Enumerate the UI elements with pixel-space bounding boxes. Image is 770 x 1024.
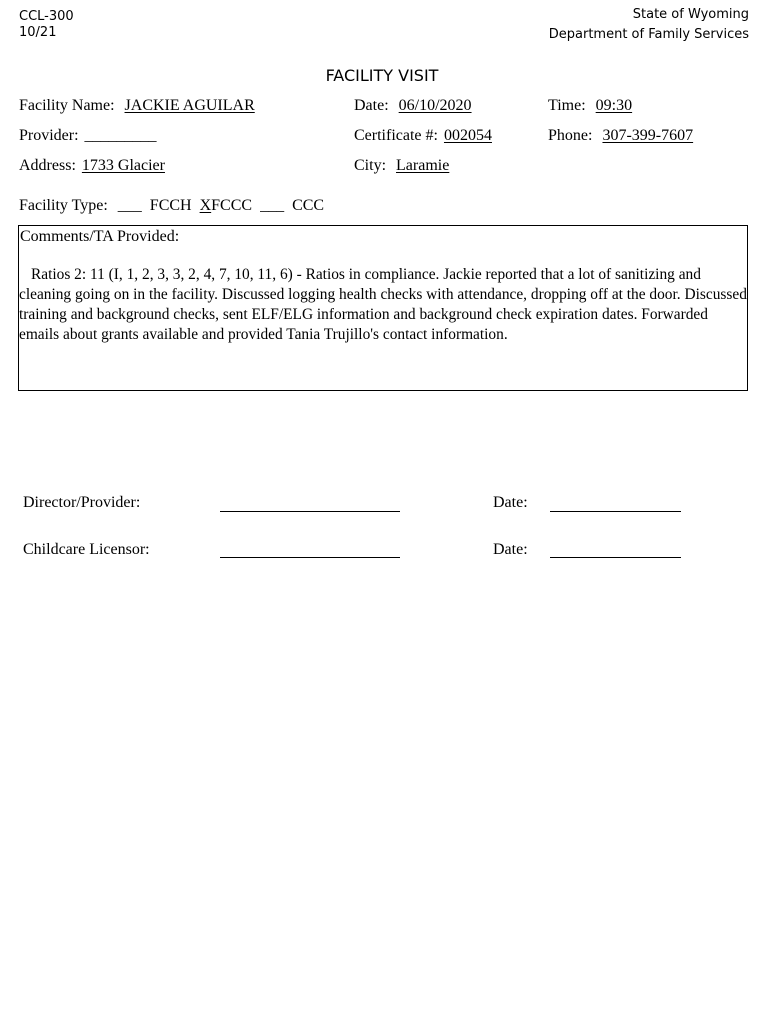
certificate-field [354,127,492,145]
city-label: City: [354,157,387,174]
address-value: 1733 Glacier [81,157,165,174]
director-provider-label: Director/Provider: [23,494,141,511]
phone-value: 307-399-7607 [602,127,694,144]
facility-name-value: JACKIE AGUILAR [124,97,255,114]
date-field [354,97,472,115]
fccc-option: FCCC [211,197,253,214]
time-value: 09:30 [595,97,633,114]
facility-name-field [19,97,255,115]
childcare-licensor-label: Childcare Licensor: [23,541,150,558]
director-date-label: Date: [493,494,528,511]
form-revision-date: 10/21 [19,25,57,40]
comments-text: Ratios 2: 11 (I, 1, 2, 3, 3, 2, 4, 7, 10, 11, 6) - Ratios in compliance. Jackie reported that a lot of sanitizing and cleaning going on in the facility. Discussed logging health checks with attendance, dropping off at the door. Discussed training and background checks, sent ELF/ELG information and background check expiration dates. Forwarded emails about grants available and provided Tania Trujillo's contact information. [19,266,747,343]
director-date-line [550,511,681,512]
fccc-mark: X [199,197,212,214]
comments-label: Comments/TA Provided: [20,228,180,245]
certificate-value: 002054 [443,127,492,144]
phone-label: Phone: [548,127,593,144]
date-value: 06/10/2020 [398,97,472,114]
form-code: CCL-300 [19,9,74,24]
facility-type-field [19,197,324,215]
address-label: Address: [19,157,76,174]
city-value: Laramie [396,157,450,174]
licensor-date-label: Date: [493,541,528,558]
city-field [354,157,449,175]
provider-blank: _________ [84,127,157,144]
ccc-mark: ___ [260,197,285,214]
fcch-mark: ___ [117,197,142,214]
facility-name-label: Facility Name: [19,97,115,114]
director-signature-line [220,511,400,512]
fcch-option: FCCH [149,197,192,214]
form-code-block [19,9,74,41]
agency-block [549,5,749,45]
date-label: Date: [354,97,389,114]
state-name: State of Wyoming [632,7,749,22]
document-title: FACILITY VISIT [325,66,439,85]
certificate-label: Certificate #: [354,127,438,144]
time-label: Time: [548,97,586,114]
phone-field [548,127,693,145]
provider-label: Provider: [19,127,79,144]
facility-type-label: Facility Type: [19,197,108,214]
provider-field [19,127,157,145]
comments-box [18,225,748,391]
time-field [548,97,632,115]
licensor-date-line [550,557,681,558]
ccc-option: CCC [292,197,325,214]
department-name: Department of Family Services [548,27,749,42]
address-field [19,157,165,175]
licensor-signature-line [220,557,400,558]
